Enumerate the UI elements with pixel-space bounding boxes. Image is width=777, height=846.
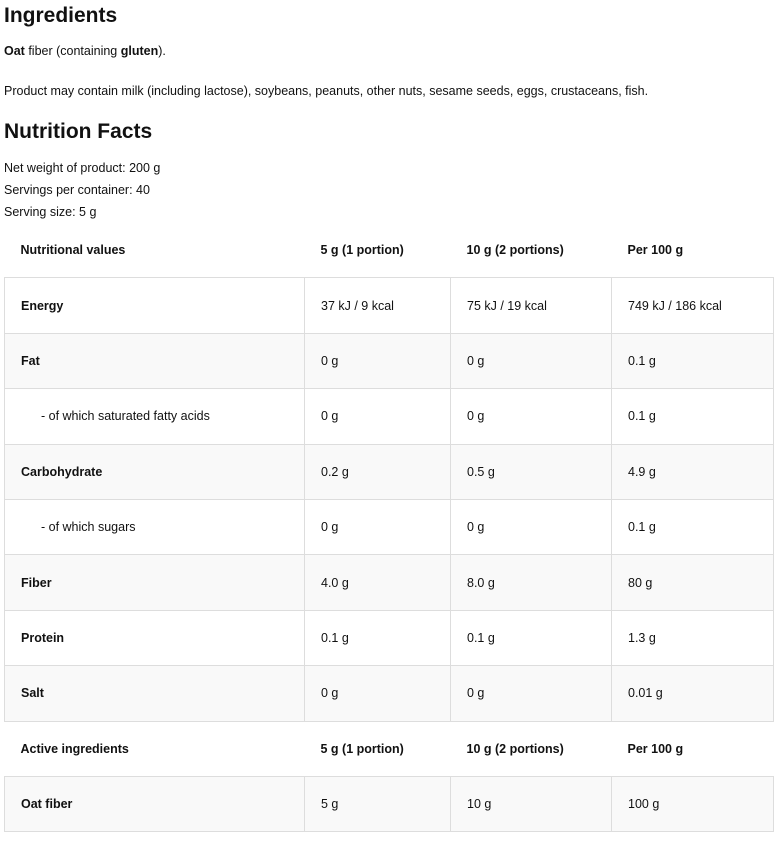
- row-label: Active ingredients: [5, 721, 305, 776]
- row-value: 5 g: [305, 776, 451, 831]
- table-row: [5, 499, 774, 554]
- table-row: [5, 389, 774, 444]
- row-value: 0 g: [305, 499, 451, 554]
- servings-per-container: Servings per container: 40: [4, 183, 150, 197]
- row-value: 8.0 g: [451, 555, 612, 610]
- ingredient-text-end: ).: [158, 44, 166, 58]
- row-value: 1.3 g: [612, 610, 774, 665]
- row-value: 0 g: [451, 666, 612, 721]
- row-value: 0.1 g: [612, 389, 774, 444]
- table-row: [5, 666, 774, 721]
- row-value: 0 g: [451, 389, 612, 444]
- row-value: 10 g (2 portions): [451, 223, 612, 278]
- row-label: Protein: [5, 610, 305, 665]
- row-value: 0.2 g: [305, 444, 451, 499]
- nutrition-table: [4, 223, 774, 832]
- row-value: 10 g: [451, 776, 612, 831]
- row-value: 75 kJ / 19 kcal: [451, 278, 612, 333]
- row-value: 0.1 g: [451, 610, 612, 665]
- row-label: Nutritional values: [5, 223, 305, 278]
- row-value: 0 g: [451, 499, 612, 554]
- row-value: Per 100 g: [612, 223, 774, 278]
- row-value: 0 g: [305, 333, 451, 388]
- active-ingredient-row: [5, 776, 774, 831]
- row-value: 0 g: [451, 333, 612, 388]
- row-value: 4.0 g: [305, 555, 451, 610]
- row-label: Energy: [5, 278, 305, 333]
- row-value: 0.01 g: [612, 666, 774, 721]
- row-value: 100 g: [612, 776, 774, 831]
- ingredients-title: Ingredients: [4, 4, 118, 27]
- row-value: 0.1 g: [305, 610, 451, 665]
- row-value: Per 100 g: [612, 721, 774, 776]
- row-value: 0 g: [305, 666, 451, 721]
- row-value: 0 g: [305, 389, 451, 444]
- row-label: Salt: [5, 666, 305, 721]
- allergen-name: gluten: [120, 44, 159, 58]
- allergen-warning: Product may contain milk (including lactose), soybeans, peanuts, other nuts, sesame seeds, eggs, crustaceans, fish.: [4, 84, 649, 98]
- ingredients-composition: [4, 41, 773, 61]
- row-value: 10 g (2 portions): [451, 721, 612, 776]
- row-value: 80 g: [612, 555, 774, 610]
- row-value: 0.1 g: [612, 499, 774, 554]
- row-value: 4.9 g: [612, 444, 774, 499]
- row-value: 0.1 g: [612, 333, 774, 388]
- nutrition-facts-title: Nutrition Facts: [4, 120, 153, 143]
- table-row: [5, 610, 774, 665]
- active-header-row: [5, 721, 774, 776]
- row-value: 5 g (1 portion): [305, 721, 451, 776]
- serving-size: Serving size: 5 g: [4, 205, 97, 219]
- net-weight: Net weight of product: 200 g: [4, 161, 161, 175]
- ingredient-name: Oat: [4, 44, 25, 58]
- row-value: 749 kJ / 186 kcal: [612, 278, 774, 333]
- row-label: Fiber: [5, 555, 305, 610]
- row-label: Fat: [5, 333, 305, 388]
- row-label: Oat fiber: [5, 776, 305, 831]
- row-label: - of which saturated fatty acids: [5, 389, 305, 444]
- table-row: [5, 333, 774, 388]
- table-row: [5, 444, 774, 499]
- table-header-row: [5, 223, 774, 278]
- row-value: 5 g (1 portion): [305, 223, 451, 278]
- table-row: [5, 555, 774, 610]
- row-value: 37 kJ / 9 kcal: [305, 278, 451, 333]
- ingredient-text: fiber (containing: [24, 44, 121, 58]
- row-label: - of which sugars: [5, 499, 305, 554]
- row-label: Carbohydrate: [5, 444, 305, 499]
- row-value: 0.5 g: [451, 444, 612, 499]
- table-row: [5, 278, 774, 333]
